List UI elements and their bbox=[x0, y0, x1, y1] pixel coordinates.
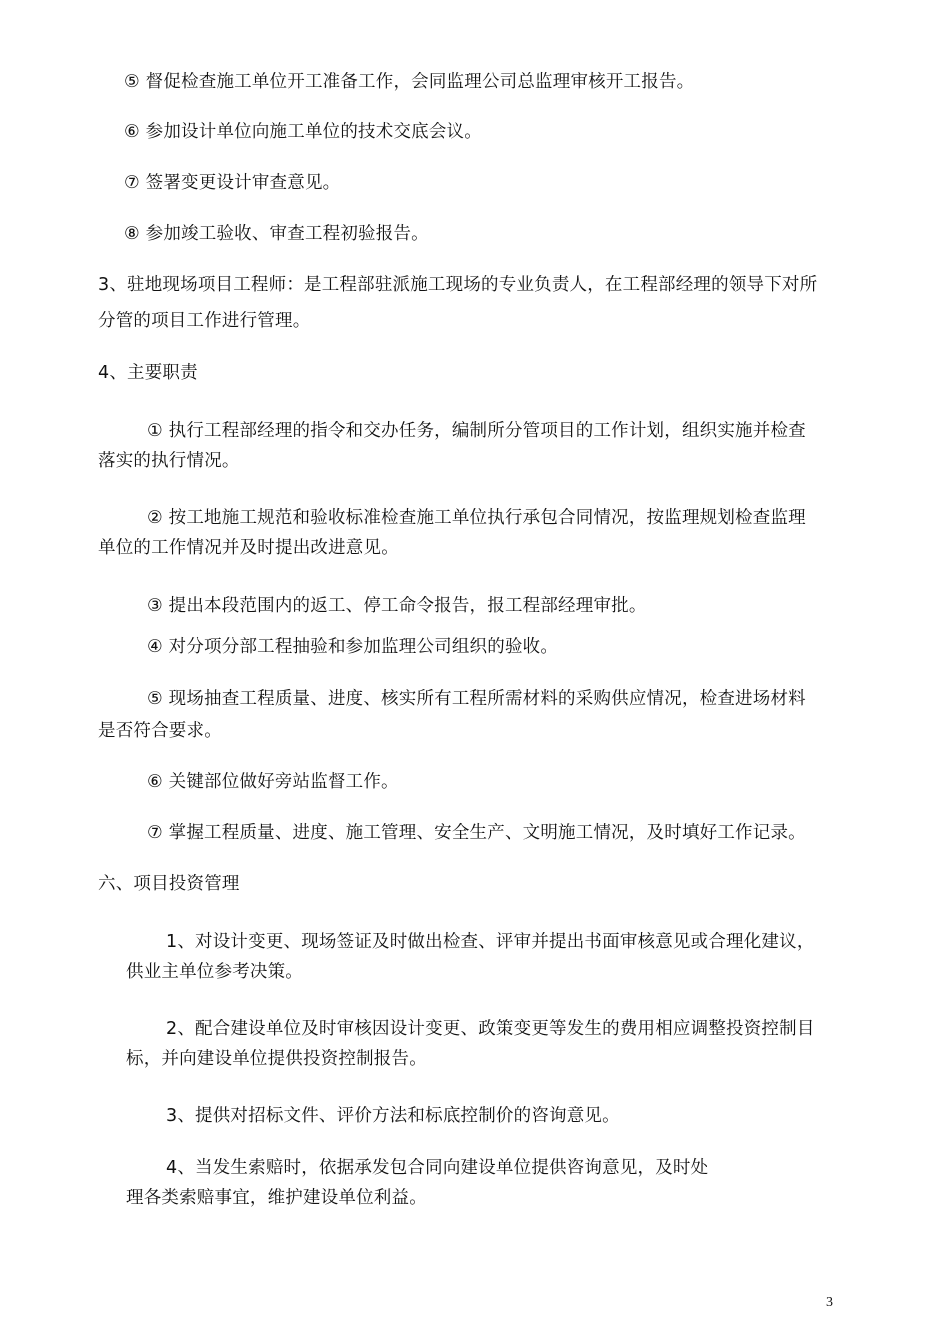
text-line: ③ 提出本段范围内的返工、停工命令报告，报工程部经理审批。 bbox=[147, 596, 647, 616]
text-line: 理各类索赔事宜，维护建设单位利益。 bbox=[126, 1188, 427, 1208]
text-line: ① 执行工程部经理的指令和交办任务，编制所分管项目的工作计划，组织实施并检查 bbox=[147, 421, 806, 441]
text-line: ⑥ 关键部位做好旁站监督工作。 bbox=[147, 772, 399, 792]
text-line: 供业主单位参考决策。 bbox=[126, 962, 303, 982]
text-line: 2、配合建设单位及时审核因设计变更、政策变更等发生的费用相应调整投资控制目 bbox=[166, 1019, 815, 1039]
page-number: 3 bbox=[826, 1295, 833, 1310]
text-line: 1、对设计变更、现场签证及时做出检查、评审并提出书面审核意见或合理化建议， bbox=[166, 932, 815, 952]
section-heading: 4、主要职责 bbox=[98, 363, 198, 383]
text-line: 3、提供对招标文件、评价方法和标底控制价的咨询意见。 bbox=[166, 1106, 620, 1126]
section-heading: 六、项目投资管理 bbox=[98, 874, 240, 894]
text-line: 4、当发生索赔时，依据承发包合同向建设单位提供咨询意见，及时处 bbox=[166, 1158, 709, 1178]
text-line: ⑦ 掌握工程质量、进度、施工管理、安全生产、文明施工情况，及时填好工作记录。 bbox=[147, 823, 806, 843]
text-line: ⑤ 现场抽查工程质量、进度、核实所有工程所需材料的采购供应情况，检查进场材料 bbox=[147, 689, 806, 709]
text-line: 标，并向建设单位提供投资控制报告。 bbox=[126, 1049, 427, 1069]
text-line: ④ 对分项分部工程抽验和参加监理公司组织的验收。 bbox=[147, 637, 559, 657]
text-line: ⑤ 督促检查施工单位开工准备工作，会同监理公司总监理审核开工报告。 bbox=[124, 72, 695, 92]
text-line: ② 按工地施工规范和验收标准检查施工单位执行承包合同情况，按监理规划检查监理 bbox=[147, 508, 806, 528]
text-line: ⑥ 参加设计单位向施工单位的技术交底会议。 bbox=[124, 122, 482, 142]
text-line: 单位的工作情况并及时提出改进意见。 bbox=[98, 538, 399, 558]
text-line: 落实的执行情况。 bbox=[98, 451, 240, 471]
text-line: ⑦ 签署变更设计审查意见。 bbox=[124, 173, 341, 193]
text-line: 3、驻地现场项目工程师：是工程部驻派施工现场的专业负责人，在工程部经理的领导下对所 bbox=[98, 275, 818, 295]
text-line: 分管的项目工作进行管理。 bbox=[98, 311, 311, 331]
text-line: 是否符合要求。 bbox=[98, 721, 222, 741]
text-line: ⑧ 参加竣工验收、审查工程初验报告。 bbox=[124, 224, 429, 244]
